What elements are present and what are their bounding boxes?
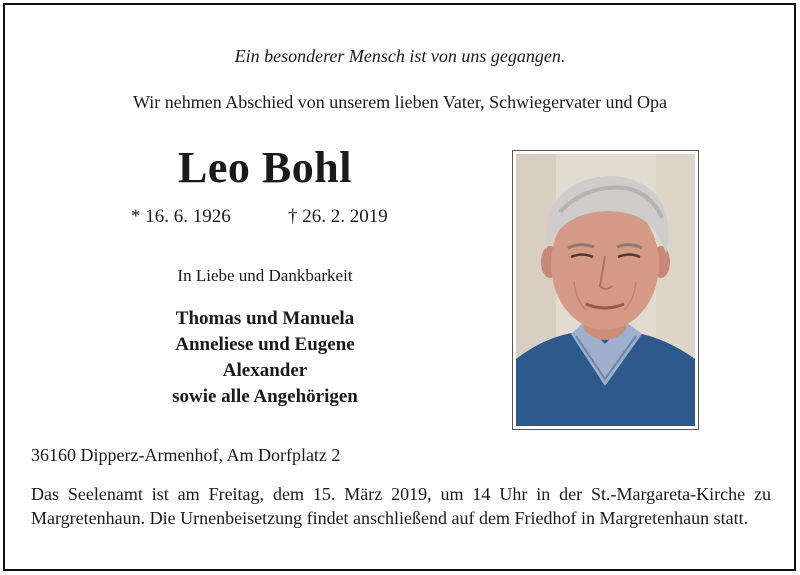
mourner-line: Thomas und Manuela [175,308,355,329]
intro-line: Ein besonderer Mensch ist von uns gegangen. [234,46,566,66]
thanks-line: In Liebe und Dankbarkeit [177,266,353,285]
birth-date: * 16. 6. 1926 [131,206,231,227]
deceased-name: Leo Bohl [178,143,352,192]
portrait-photo [512,150,699,430]
mourner-line: Alexander [222,360,308,381]
farewell-line: Wir nehmen Abschied von unserem lieben Vater, Schwiegervater und Opa [132,92,668,112]
mourner-line: sowie alle Angehörigen [172,386,358,407]
service-details: Das Seelenamt ist am Freitag, dem 15. März 2019, um 14 Uhr in der St.-Margareta-Kirche zu Margretenhaun. Die Urnenbeisetzung findet anschließend auf dem Friedhof in Margretenhaun statt. [31,484,771,528]
mourners-list [0,306,530,410]
mourner-line: Anneliese und Eugene [175,334,355,355]
portrait-image [516,154,695,426]
death-date: † 26. 2. 2019 [288,206,388,227]
address-line: 36160 Dipperz-Armenhof, Am Dorfplatz 2 [31,445,341,465]
